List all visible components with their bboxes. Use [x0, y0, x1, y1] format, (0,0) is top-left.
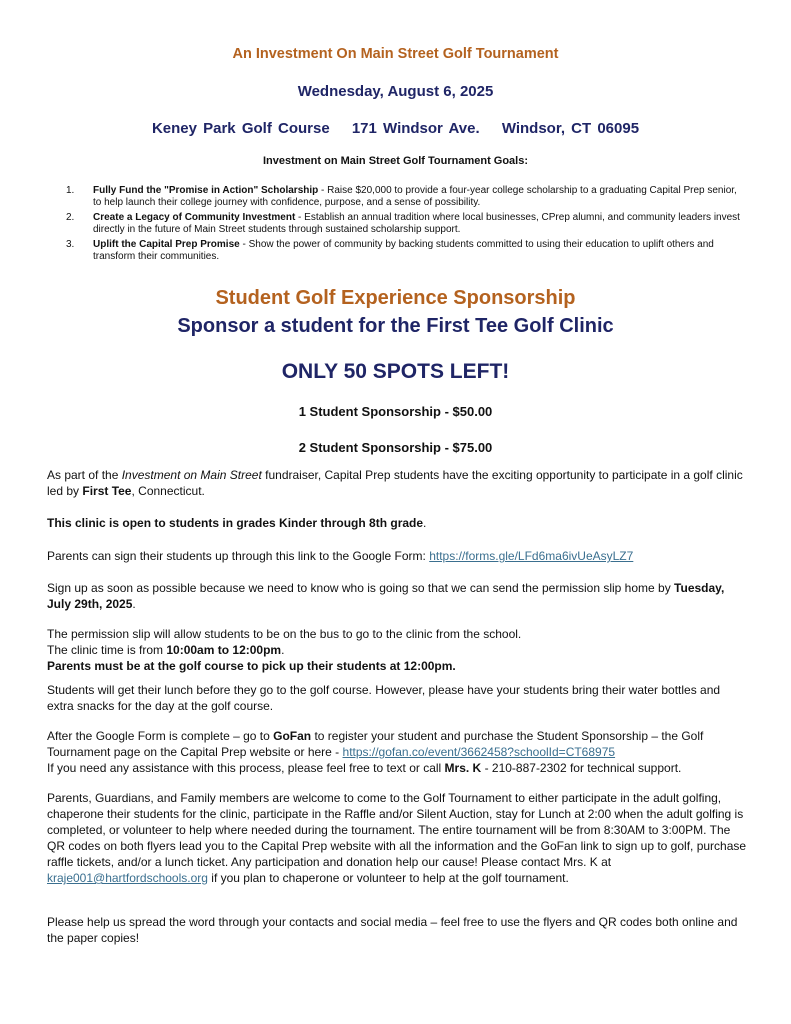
google-form-paragraph: Parents can sign their students up through this link to the Google Form: https://forms.gle/LFd6ma6ivUeAsyLZ7	[47, 549, 634, 563]
gofan-paragraph: After the Google Form is complete – go to GoFan to register your student and purchase the Student Sponsorship – the Golf Tournament page on the Capital Prep website or here - https://gofan.co/event/3662458?schoolId=CT68975 If you need any assistance with this process, please feel free to text or call Mrs. K - 210-887-2302 for technical support.	[47, 729, 704, 775]
goals-heading: Investment on Main Street Golf Tournament Goals:	[262, 155, 529, 167]
event-location	[0, 120, 791, 137]
event-date: Wednesday, August 6, 2025	[297, 83, 494, 100]
contact-email-link[interactable]: kraje001@hartfordschools.org	[47, 871, 208, 885]
venue-name: Keney Park Golf Course	[151, 120, 330, 137]
lunch-paragraph: Students will get their lunch before they go to the golf course. However, please have your students bring their water bottles and extra snacks for the day at the golf course.	[47, 683, 721, 713]
goal-text: - Show the power of community by backing students committed to using their education to uplift others and transform their communities.	[93, 239, 714, 262]
goal-number: 1.	[66, 185, 75, 196]
goal-number: 2.	[66, 212, 75, 223]
intro-paragraph: As part of the Investment on Main Street fundraiser, Capital Prep students have the exciting opportunity to participate in a golf clinic led by First Tee, Connecticut.	[47, 468, 743, 498]
goals-list	[66, 185, 746, 266]
sponsorship-option-2: 2 Student Sponsorship - $75.00	[298, 440, 493, 455]
permission-slip-paragraph: The permission slip will allow students to be on the bus to go to the clinic from the school. The clinic time is from 10:00am to 12:00pm. Parents must be at the golf course to pick up their students at 12:00pm.	[47, 627, 522, 673]
goal-title: Uplift the Capital Prep Promise	[93, 239, 240, 250]
goal-item	[66, 239, 746, 263]
venue-city: Windsor, CT 06095	[501, 120, 640, 137]
sponsorship-subheading: Sponsor a student for the First Tee Golf Clinic	[177, 315, 614, 337]
goal-text: - Raise $20,000 to provide a four-year college scholarship to a graduating Capital Prep senior, to help launch their college journey with confidence, purpose, and a sense of possibility.	[93, 185, 737, 208]
grade-eligibility: This clinic is open to students in grades Kinder through 8th grade.	[47, 516, 427, 530]
deadline-paragraph: Sign up as soon as possible because we need to know who is going so that we can send the permission slip home by Tuesday, July 29th, 2025.	[47, 581, 725, 611]
goal-item	[66, 185, 746, 209]
tournament-title: An Investment On Main Street Golf Tournament	[232, 46, 559, 62]
goal-item	[66, 212, 746, 236]
venue-address: 171 Windsor Ave.	[351, 120, 480, 137]
family-paragraph: Parents, Guardians, and Family members are welcome to come to the Golf Tournament to either participate in the adult golfing, chaperone their students for the clinic, participate in the Raffle and/or Silent Auction, stay for Lunch at 2:00 when the adult golfing is completed, or volunteer to help where needed during the tournament. The entire tournament will be from 8:30AM to 3:00PM. The QR codes on both flyers lead you to the Capital Prep website with all the information and the GoFan link to sign up to golf, purchase raffle tickets, and/or a lunch ticket. Any participation and donation help our cause! Please contact Mrs. K at kraje001@hartfordschools.org if you plan to chaperone or volunteer to help at the golf tournament.	[47, 791, 747, 885]
goal-title: Fully Fund the "Promise in Action" Scholarship	[93, 185, 319, 196]
goal-title: Create a Legacy of Community Investment	[93, 212, 296, 223]
google-form-link[interactable]: https://forms.gle/LFd6ma6ivUeAsyLZ7	[429, 549, 634, 563]
sponsorship-option-1: 1 Student Sponsorship - $50.00	[298, 404, 493, 419]
share-paragraph: Please help us spread the word through your contacts and social media – feel free to use the flyers and QR codes both online and the paper copies!	[47, 915, 738, 945]
goal-number: 3.	[66, 239, 75, 250]
sponsorship-heading: Student Golf Experience Sponsorship	[215, 287, 576, 309]
spots-left-banner: ONLY 50 SPOTS LEFT!	[281, 360, 510, 383]
goal-text: - Establish an annual tradition where local businesses, CPrep alumni, and community leaders invest directly in the future of Main Street students through sustained scholarship support.	[93, 212, 740, 235]
gofan-link[interactable]: https://gofan.co/event/3662458?schoolId=CT68975	[342, 745, 616, 759]
